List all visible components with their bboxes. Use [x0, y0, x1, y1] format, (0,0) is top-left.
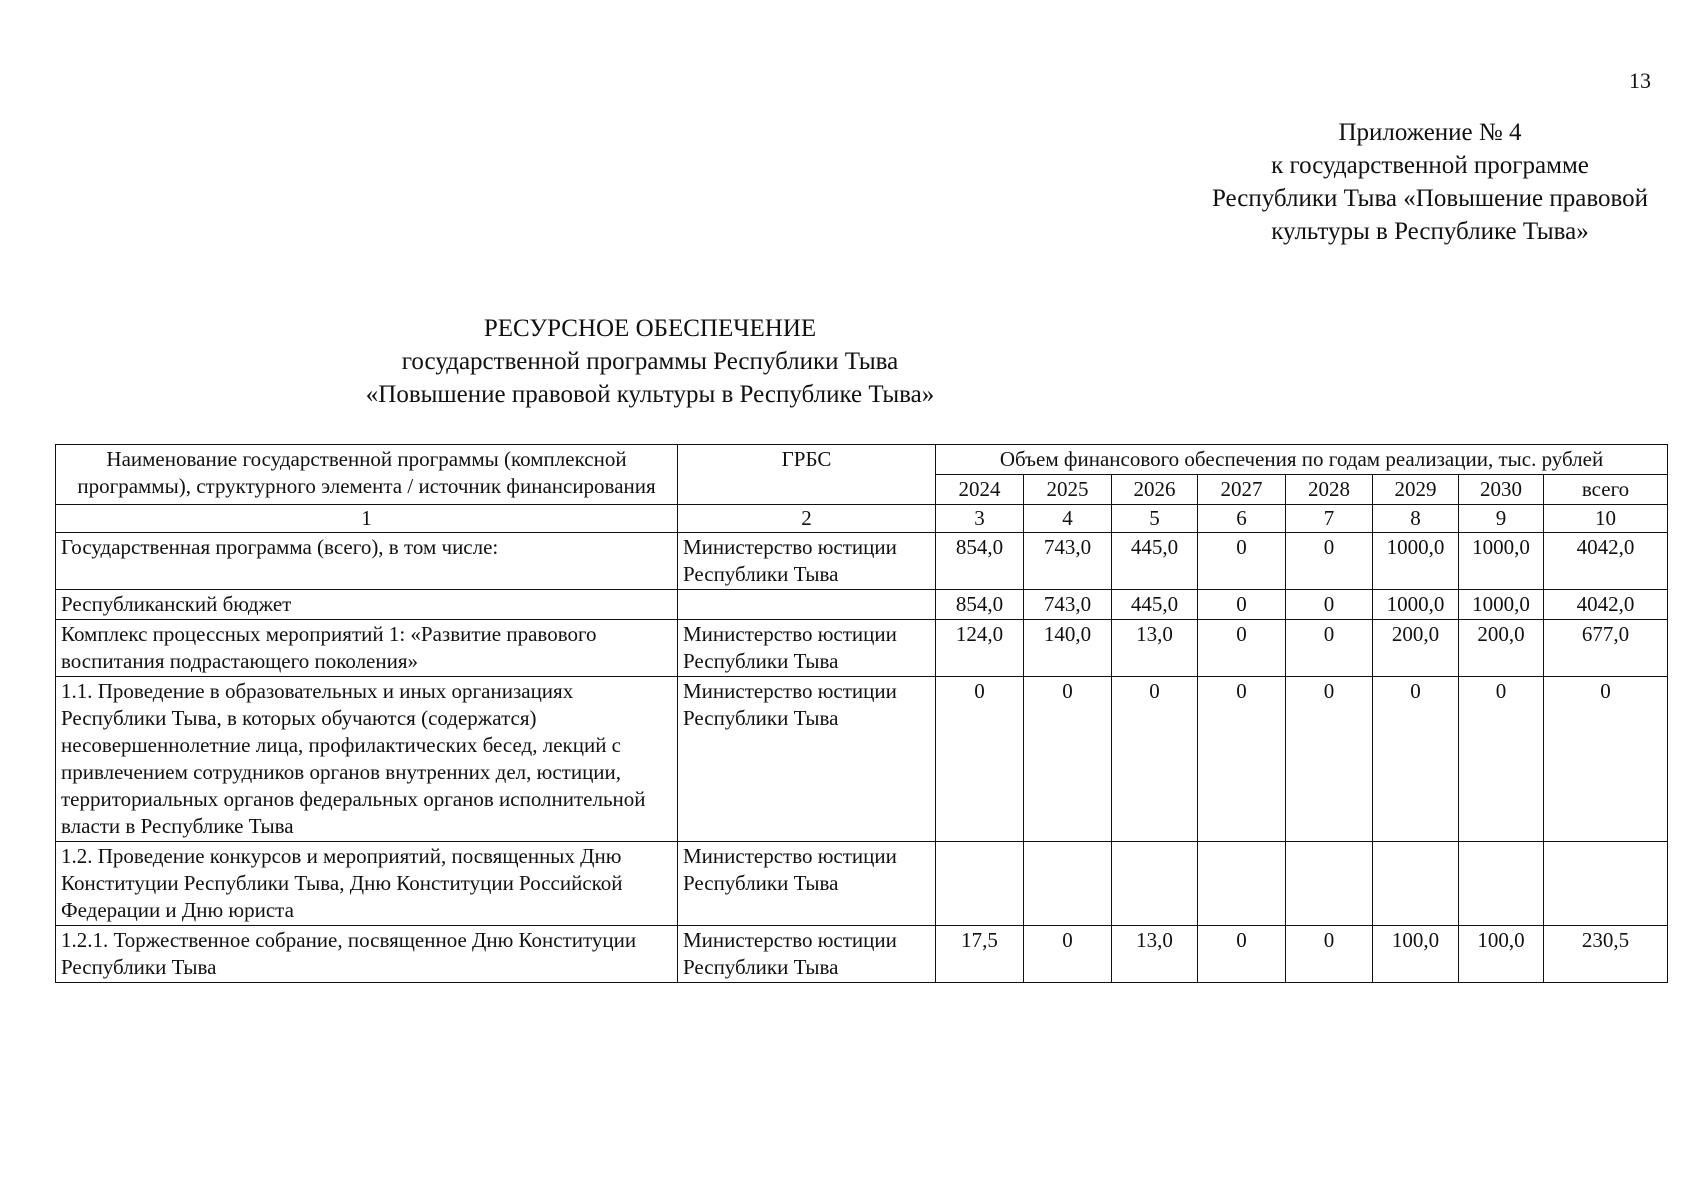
row-value: 0 [1373, 677, 1459, 842]
row-value: 124,0 [936, 620, 1024, 677]
column-number: 7 [1286, 505, 1373, 533]
row-value: 100,0 [1459, 926, 1544, 983]
title-line: «Повышение правовой культуры в Республике Тыва» [365, 381, 935, 408]
row-total [1544, 842, 1668, 926]
row-value [1112, 842, 1198, 926]
row-value: 13,0 [1112, 926, 1198, 983]
table-row [56, 677, 1668, 842]
row-value: 17,5 [936, 926, 1024, 983]
resource-table [55, 444, 1668, 983]
row-grbs: Министерство юстиции Республики Тыва [678, 926, 936, 983]
row-value: 0 [1112, 677, 1198, 842]
column-number: 8 [1373, 505, 1459, 533]
column-number: 10 [1544, 505, 1668, 533]
row-value: 100,0 [1373, 926, 1459, 983]
document-title [0, 312, 1300, 411]
row-value: 1000,0 [1373, 590, 1459, 620]
header-year: 2024 [936, 475, 1024, 505]
row-total: 0 [1544, 677, 1668, 842]
row-value: 0 [1198, 926, 1286, 983]
row-value [1198, 842, 1286, 926]
appendix-line: Приложение № 4 [1338, 119, 1522, 146]
header-year: 2026 [1112, 475, 1198, 505]
row-value [1024, 842, 1112, 926]
page-number: 13 [1629, 68, 1651, 93]
row-value: 200,0 [1373, 620, 1459, 677]
row-name: Государственная программа (всего), в том числе: [56, 533, 678, 590]
title-line: РЕСУРСНОЕ ОБЕСПЕЧЕНИЕ [483, 315, 817, 342]
table-row [56, 533, 1668, 590]
row-value: 0 [1198, 533, 1286, 590]
appendix-line: культуры в Республике Тыва» [1271, 218, 1589, 245]
row-value: 0 [1286, 677, 1373, 842]
row-name: Республиканский бюджет [56, 590, 678, 620]
header-total: всего [1544, 475, 1668, 505]
row-name: Комплекс процессных мероприятий 1: «Развитие правового воспитания подрастающего поколения» [56, 620, 678, 677]
row-value [1459, 842, 1544, 926]
table-row [56, 926, 1668, 983]
row-value: 0 [1198, 677, 1286, 842]
column-number: 1 [56, 505, 678, 533]
row-grbs: Министерство юстиции Республики Тыва [678, 677, 936, 842]
row-value: 854,0 [936, 590, 1024, 620]
row-value [1286, 842, 1373, 926]
header-grbs-column: ГРБС [678, 445, 936, 505]
row-value: 445,0 [1112, 533, 1198, 590]
row-total: 230,5 [1544, 926, 1668, 983]
row-total: 677,0 [1544, 620, 1668, 677]
row-value [936, 842, 1024, 926]
header-year: 2025 [1024, 475, 1112, 505]
row-value: 743,0 [1024, 533, 1112, 590]
row-value: 0 [936, 677, 1024, 842]
header-year: 2027 [1198, 475, 1286, 505]
row-value: 0 [1198, 590, 1286, 620]
appendix-line: Республики Тыва «Повышение правовой [1211, 185, 1649, 212]
column-number: 2 [678, 505, 936, 533]
row-grbs: Министерство юстиции Республики Тыва [678, 533, 936, 590]
column-number: 5 [1112, 505, 1198, 533]
row-total: 4042,0 [1544, 590, 1668, 620]
row-value: 1000,0 [1373, 533, 1459, 590]
row-value: 0 [1286, 590, 1373, 620]
row-value: 0 [1286, 926, 1373, 983]
row-grbs: Министерство юстиции Республики Тыва [678, 842, 936, 926]
row-value: 200,0 [1459, 620, 1544, 677]
column-number-row [56, 505, 1668, 533]
column-number: 6 [1198, 505, 1286, 533]
table-row [56, 590, 1668, 620]
row-value: 0 [1286, 533, 1373, 590]
row-value: 0 [1286, 620, 1373, 677]
title-line: государственной программы Республики Тыва [401, 348, 899, 375]
row-name: 1.1. Проведение в образовательных и иных организациях Республики Тыва, в которых обучаются (содержатся) несовершеннолетние лица, профилактических бесед, лекций с привлечением сотрудников органов внутренних дел, юстиции, территориальных органов федеральных органов исполнительной власти в Республике Тыва [56, 677, 678, 842]
header-year: 2029 [1373, 475, 1459, 505]
row-value: 0 [1024, 926, 1112, 983]
header-funding-group: Объем финансового обеспечения по годам реализации, тыс. рублей [936, 445, 1668, 475]
row-value: 445,0 [1112, 590, 1198, 620]
header-year: 2028 [1286, 475, 1373, 505]
row-value [1373, 842, 1459, 926]
row-value: 1000,0 [1459, 533, 1544, 590]
row-value: 1000,0 [1459, 590, 1544, 620]
row-value: 854,0 [936, 533, 1024, 590]
row-value: 743,0 [1024, 590, 1112, 620]
row-total: 4042,0 [1544, 533, 1668, 590]
appendix-note [1100, 116, 1697, 248]
header-year: 2030 [1459, 475, 1544, 505]
row-value: 0 [1459, 677, 1544, 842]
column-number: 3 [936, 505, 1024, 533]
row-value: 140,0 [1024, 620, 1112, 677]
row-name: 1.2. Проведение конкурсов и мероприятий, посвященных Дню Конституции Республики Тыва, Дню Конституции Российской Федерации и Дню юриста [56, 842, 678, 926]
table-row [56, 620, 1668, 677]
row-name: 1.2.1. Торжественное собрание, посвященное Дню Конституции Республики Тыва [56, 926, 678, 983]
row-value: 13,0 [1112, 620, 1198, 677]
row-grbs: Министерство юстиции Республики Тыва [678, 620, 936, 677]
column-number: 4 [1024, 505, 1112, 533]
row-value: 0 [1198, 620, 1286, 677]
row-value: 0 [1024, 677, 1112, 842]
table-row [56, 842, 1668, 926]
appendix-line: к государственной программе [1271, 152, 1589, 179]
header-name-column: Наименование государственной программы (комплексной программы), структурного элемента / источник финансирования [56, 445, 678, 505]
row-grbs [678, 590, 936, 620]
column-number: 9 [1459, 505, 1544, 533]
